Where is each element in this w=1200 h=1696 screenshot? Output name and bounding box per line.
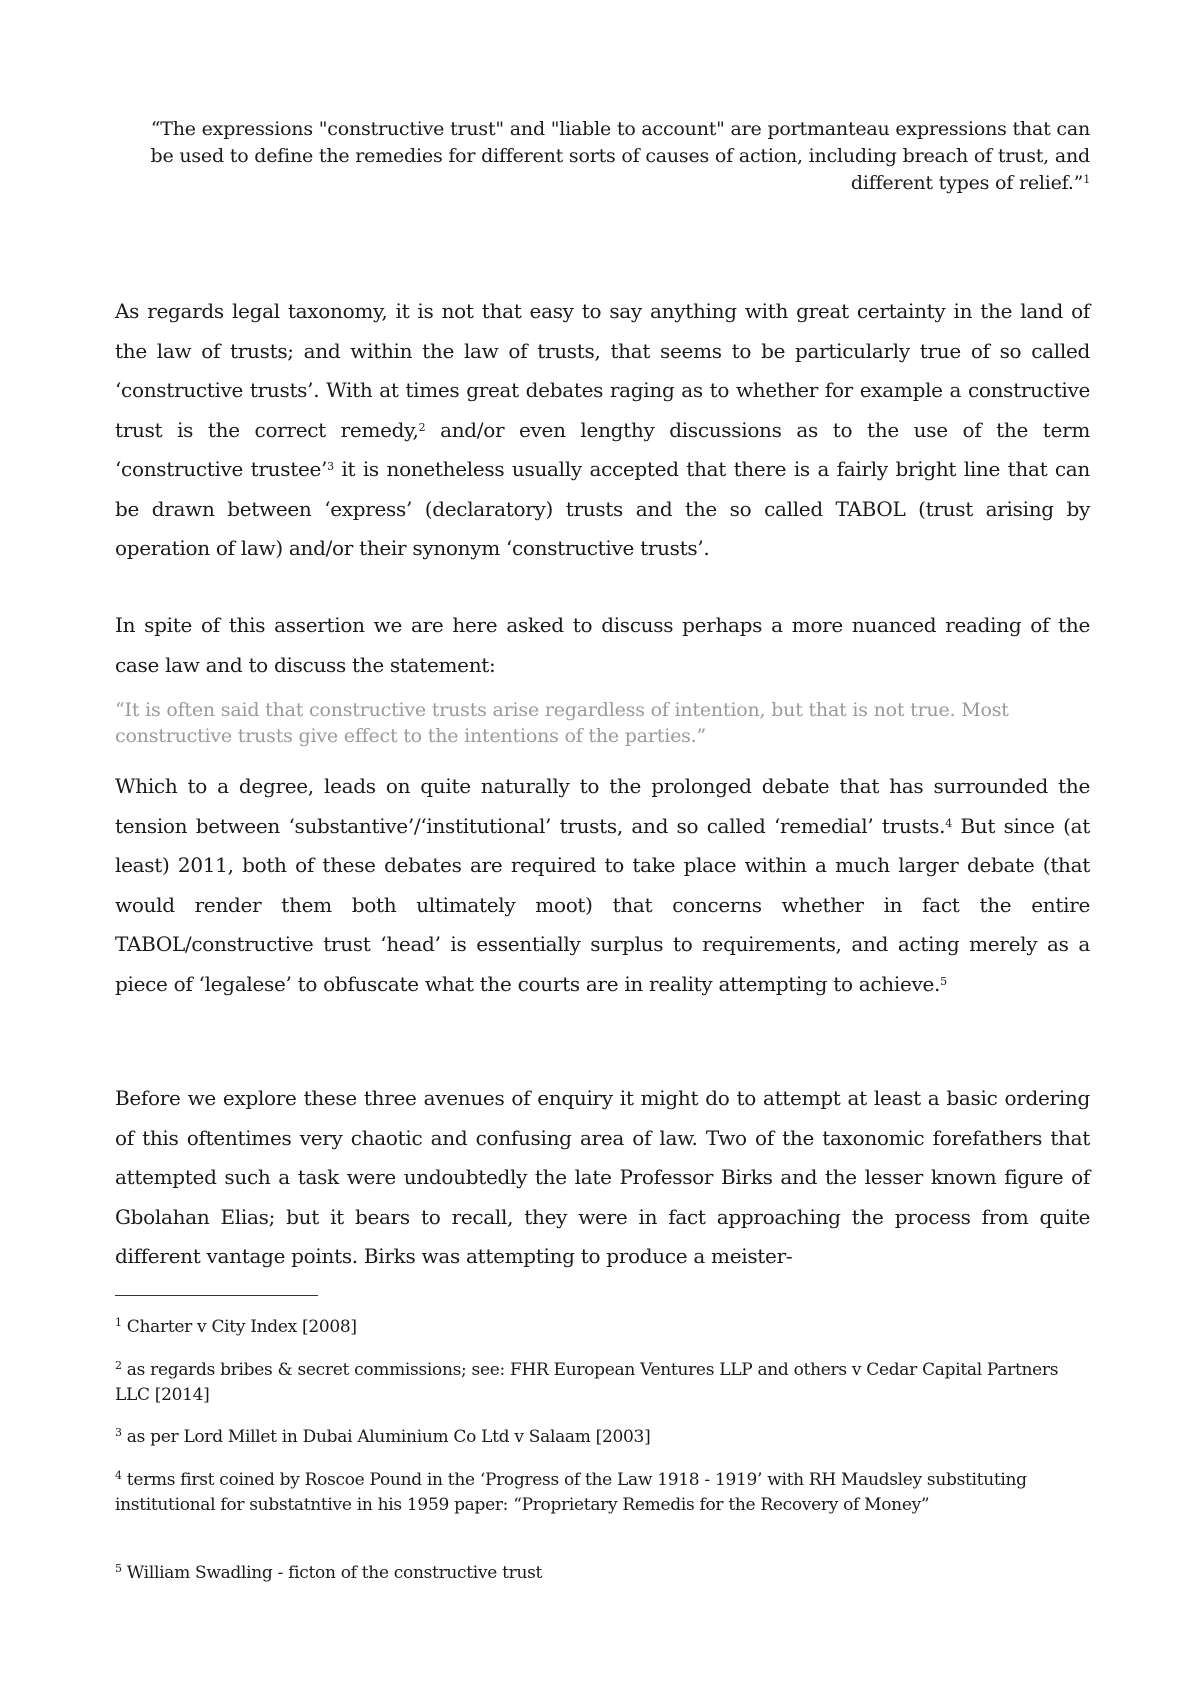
footnote-ref-5[interactable]: 5: [940, 974, 947, 988]
paragraph-text: and/or even lengthy discussions as to the use of the term ‘constructive trustee’: [115, 417, 1090, 481]
footnote-ref-2[interactable]: 2: [418, 420, 426, 434]
paragraph-text: In spite of this assertion we are here asked to discuss perhaps a more nuanced reading of the case law and to discuss the statement:: [115, 613, 1090, 677]
footnote-text: William Swadling - ficton of the constructive trust: [121, 1563, 543, 1583]
footnote-text: as regards bribes & secret commissions; see: FHR European Ventures LLP and others v Cedar Capital Partners LLC [2014]: [115, 1360, 1059, 1405]
paragraph-legal-taxonomy: [115, 292, 1090, 569]
footnote-2: [115, 1358, 1090, 1408]
footnote-1: [115, 1315, 1090, 1340]
footnote-number: 4: [115, 1469, 122, 1482]
footnote-ref-3[interactable]: 3: [327, 460, 334, 473]
footnote-text: terms first coined by Roscoe Pound in the ‘Progress of the Law 1918 - 1919’ with RH Maudsley substituting institutional for substatntive in his 1959 paper: “Proprietary Remedis for the Recovery of Money”: [115, 1470, 1027, 1515]
paragraph-text: it is nonetheless usually accepted that there is a fairly bright line that can be drawn between ‘express’ (declaratory) trusts and the so called TABOL (trust arising by operation of law) and/or their synonym ‘constructive trusts’.: [115, 457, 1091, 560]
block-quote-statement: [115, 697, 1090, 749]
footnote-number: 2: [115, 1359, 122, 1372]
footnote-text: as per Lord Millet in Dubai Aluminium Co Ltd v Salaam [2003]: [121, 1427, 651, 1447]
paragraph-debate: [115, 767, 1090, 1004]
paragraph-avenues: [115, 1079, 1090, 1277]
footnote-number: 5: [115, 1562, 122, 1575]
paragraph-text: Before we explore these three avenues of enquiry it might do to attempt at least a basic ordering of this oftentimes very chaotic and confusing area of law. Two of the taxonomic forefathers that attempted such a task were undoubtedly the late Professor Birks and the lesser known figure of Gbolahan Elias; but it bears to recall, they were in fact approaching the process from quite different vantage points. Birks was attempting to produce a meister-: [115, 1086, 1090, 1268]
paragraph-text: But since (at least) 2011, both of these debates are required to take place within a much larger debate (that would render them both ultimately moot) that concerns whether in fact the entire TABOL/constructive trust ‘head’ is essentially surplus to requirements, and acting merely as a piece of ‘legalese’ to obfuscate what the courts are in reality attempting to achieve.: [115, 813, 1090, 996]
paragraph-text: As regards legal taxonomy, it is not that easy to say anything with great certainty in the land of the law of trusts; and within the law of trusts, that seems to be particularly true of so called ‘constructive trusts’. With at times great debates raging as to whether for example a constructive trust is the correct remedy,: [115, 299, 1090, 442]
footnote-ref-1[interactable]: 1: [1083, 173, 1090, 186]
quote-text: “It is often said that constructive trusts arise regardless of intention, but that is not true. Most constructive trusts give effect to the intentions of the parties.”: [115, 699, 1009, 747]
footnote-3: [115, 1425, 1090, 1450]
epigraph-text: “The expressions "constructive trust" and "liable to account" are portmanteau expressions that can be used to define the remedies for different sorts of causes of action, including breach of trust, and different types of relief.”: [150, 118, 1090, 194]
footnote-ref-4[interactable]: 4: [945, 816, 952, 830]
footnote-separator: [115, 1295, 318, 1296]
footnote-4: [115, 1468, 1090, 1518]
footnote-text: Charter v City Index [2008]: [121, 1317, 357, 1337]
paragraph-assertion: [115, 606, 1090, 685]
paragraph-text: Which to a degree, leads on quite naturally to the prolonged debate that has surrounded the tension between ‘substantive’/‘institutional’ trusts, and so called ‘remedial’ trusts.: [115, 774, 1090, 838]
footnote-number: 1: [115, 1316, 122, 1329]
footnote-number: 3: [115, 1426, 122, 1439]
footnote-5: [115, 1561, 1090, 1586]
epigraph-quote: [130, 116, 1090, 197]
